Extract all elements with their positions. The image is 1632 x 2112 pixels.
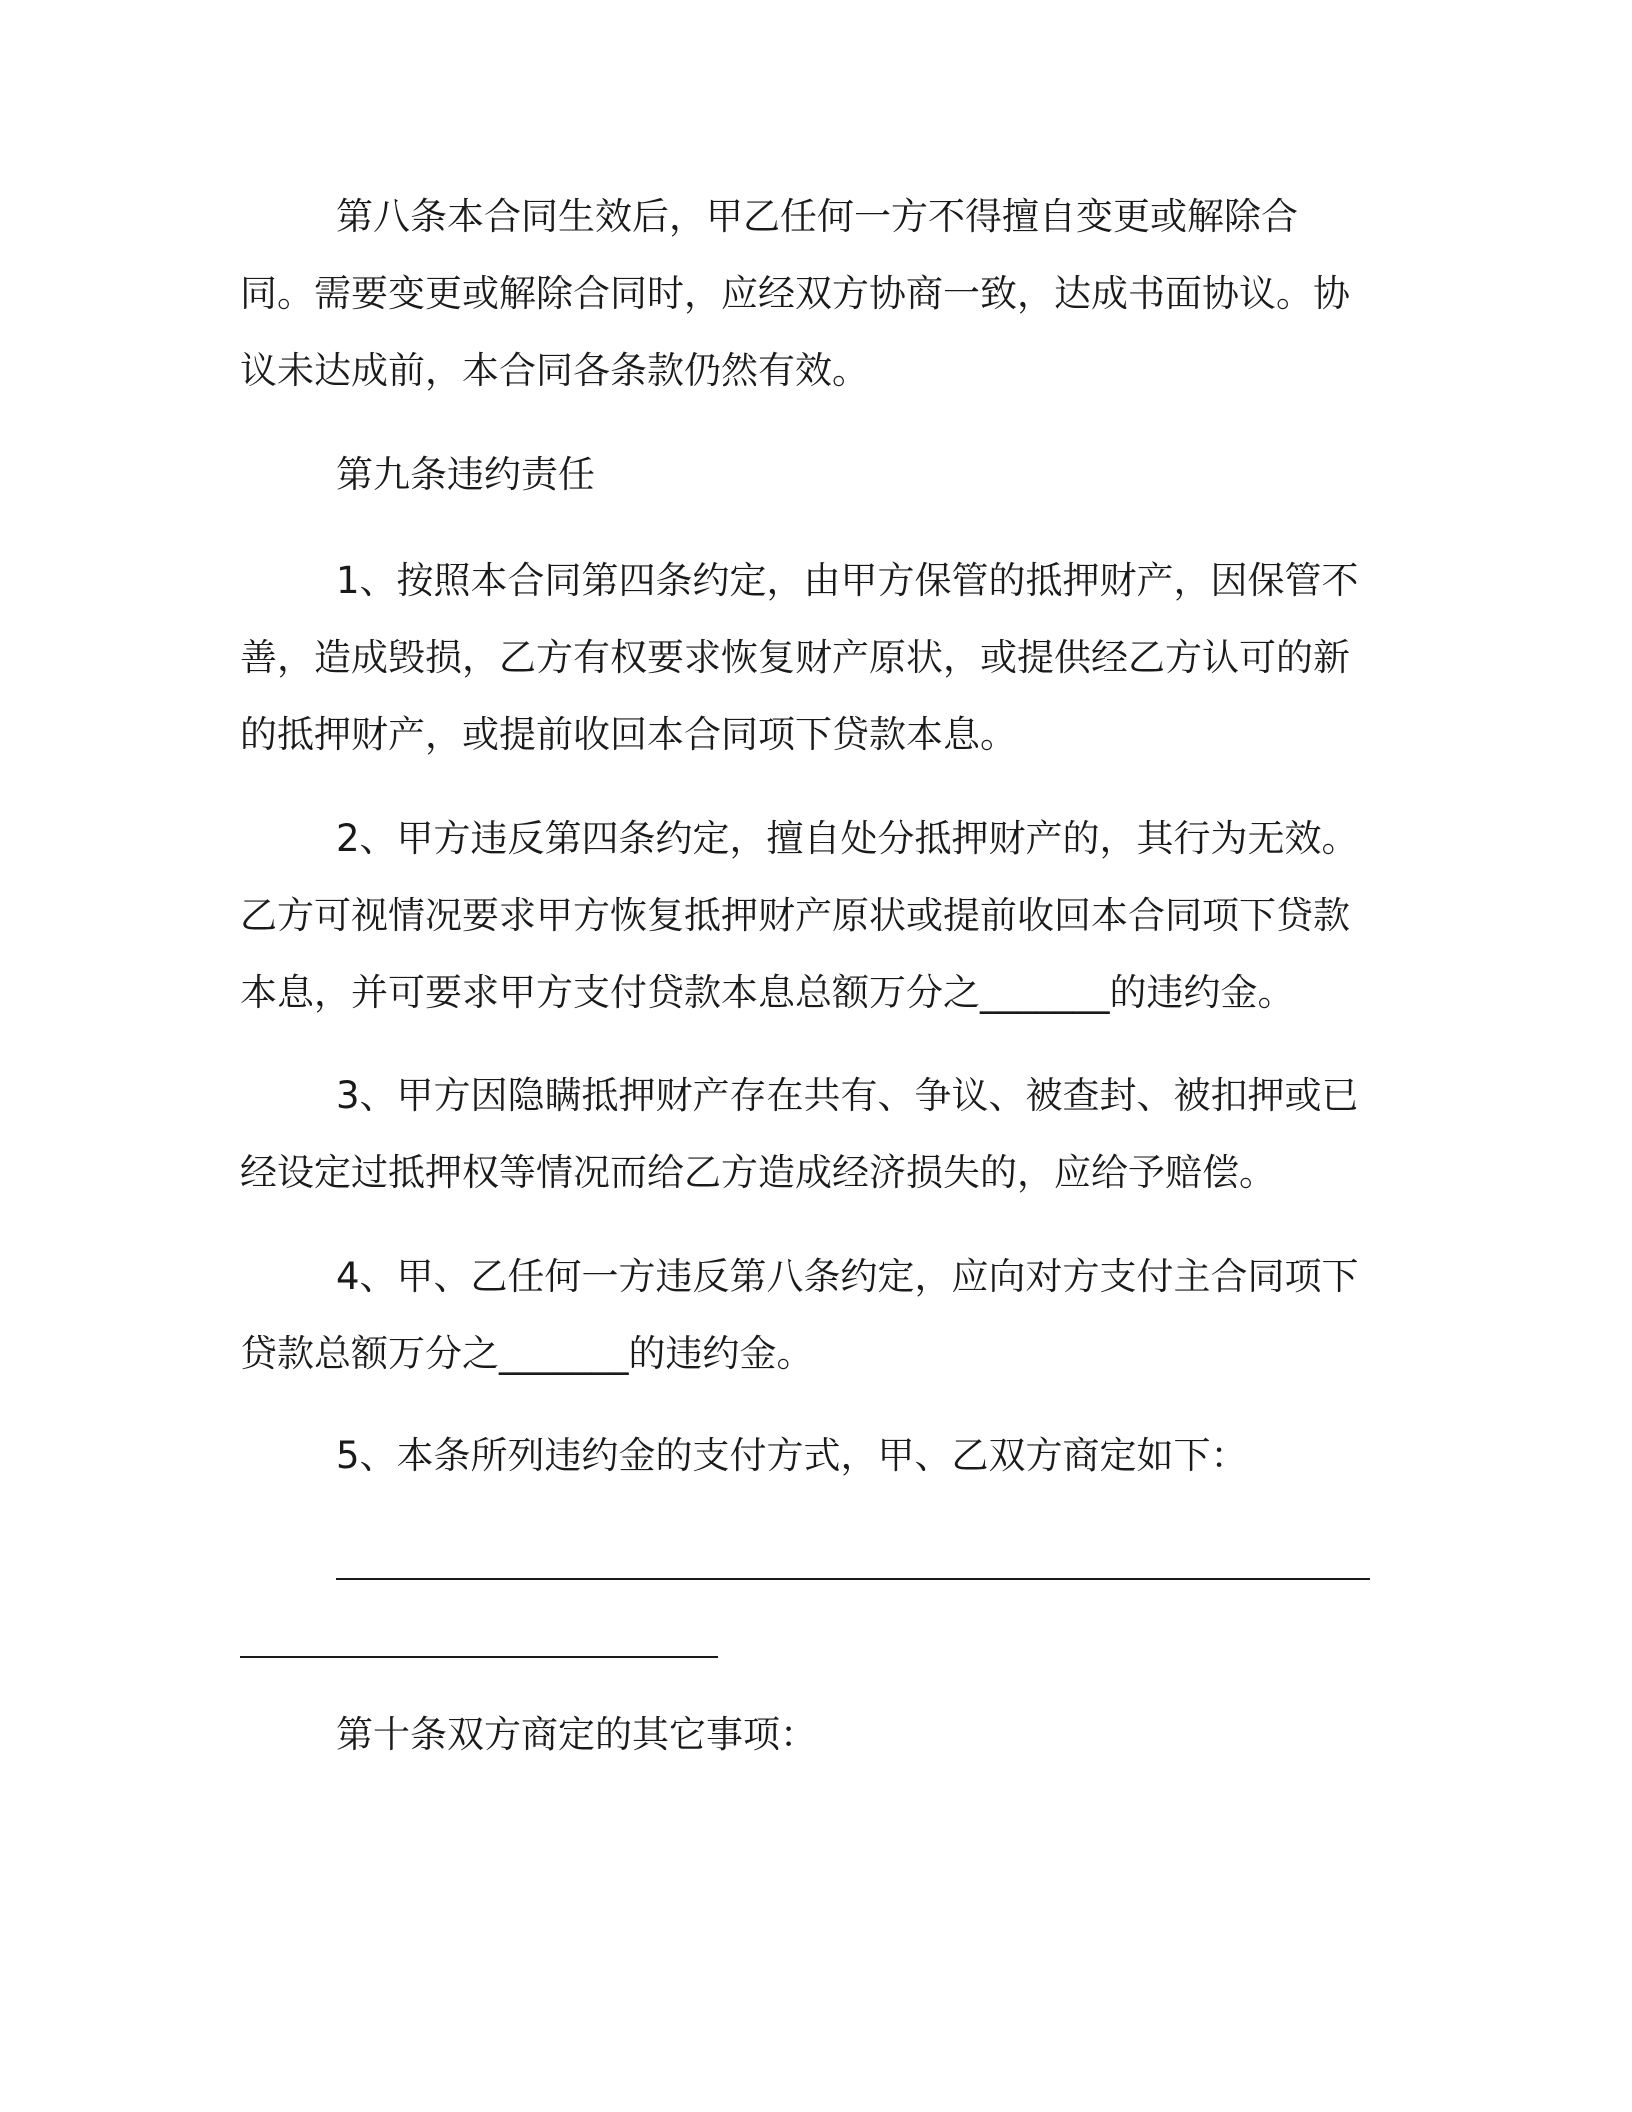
fill-in-blank-line [336,1578,1370,1580]
article-10-heading: 第十条双方商定的其它事项： [336,1713,817,1756]
clause-2-paragraph: 2、甲方违反第四条约定，擅自处分抵押财产的，其行为无效。乙方可视情况要求甲方恢复抵押财产原状或提前收回本合同项下贷款本息，并可要求甲方支付贷款本息总额万分之_______的违约金。 [240,817,1359,1014]
clause-3-paragraph: 3、甲方因隐瞒抵押财产存在共有、争议、被查封、被扣押或已经设定过抵押权等情况而给乙方造成经济损失的，应给予赔偿。 [240,1074,1359,1194]
article-8-paragraph: 第八条本合同生效后，甲乙任何一方不得擅自变更或解除合同。需要变更或解除合同时，应经双方协商一致，达成书面协议。协议未达成前，本合同各条款仍然有效。 [240,195,1350,392]
clause-1-paragraph: 1、按照本合同第四条约定，由甲方保管的抵押财产，因保管不善，造成毁损，乙方有权要求恢复财产原状，或提供经乙方认可的新的抵押财产，或提前收回本合同项下贷款本息。 [240,559,1359,756]
clause-5-paragraph: 5、本条所列违约金的支付方式，甲、乙双方商定如下： [336,1434,1248,1477]
fill-in-blank-line [240,1656,718,1658]
clause-4-paragraph: 4、甲、乙任何一方违反第八条约定，应向对方支付主合同项下贷款总额万分之_______的违约金。 [240,1255,1359,1375]
article-9-heading: 第九条违约责任 [336,453,595,496]
